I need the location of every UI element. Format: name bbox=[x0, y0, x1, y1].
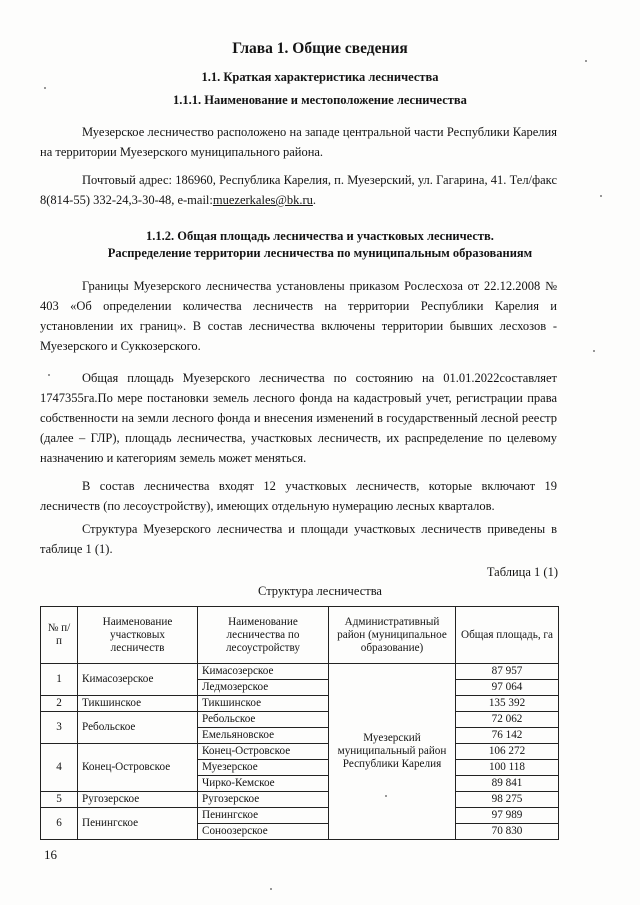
cell-num: 5 bbox=[41, 792, 78, 808]
cell-forestry-name: Конец-Островское bbox=[198, 744, 329, 760]
table-header-row bbox=[41, 607, 559, 664]
cell-area: 89 841 bbox=[456, 776, 559, 792]
subsection2-title-line2: Распределение территории лесничества по муниципальным образованиям bbox=[107, 246, 533, 260]
cell-district-name: Пенингское bbox=[78, 808, 198, 840]
cell-area: 87 957 bbox=[456, 664, 559, 680]
cell-forestry-name: Емельяновское bbox=[198, 728, 329, 744]
cell-area: 135 392 bbox=[456, 696, 559, 712]
cell-area: 106 272 bbox=[456, 744, 559, 760]
cell-forestry-name: Ледмозерское bbox=[198, 680, 329, 696]
paragraph-address bbox=[40, 170, 557, 210]
cell-area: 76 142 bbox=[456, 728, 559, 744]
cell-forestry-name: Ребольское bbox=[198, 712, 329, 728]
cell-district-name: Тикшинское bbox=[78, 696, 198, 712]
cell-district-name: Ругозерское bbox=[78, 792, 198, 808]
cell-num: 4 bbox=[41, 744, 78, 792]
paragraph-structure: Структура Муезерского лесничества и площади участковых лесничеств приведены в таблице 1 (1). bbox=[40, 522, 557, 556]
scan-speck bbox=[585, 60, 587, 62]
scan-speck bbox=[600, 195, 602, 197]
paragraph-borders: Границы Муезерского лесничества установлены приказом Рослесхоза от 22.12.2008 № 403 «Об определении количества лесничеств на территории Республики Карелия и установлении их границ». В состав лесничества включены территории бывших лесхозов - Муезерского и Суккозерского. bbox=[40, 279, 557, 353]
cell-forestry-name: Соноозерское bbox=[198, 824, 329, 840]
header-district: Наименование участковых лесничеств bbox=[78, 607, 198, 664]
cell-area: 70 830 bbox=[456, 824, 559, 840]
address-end: . bbox=[312, 193, 317, 207]
table-row bbox=[41, 664, 559, 680]
cell-num: 1 bbox=[41, 664, 78, 696]
table-label: Таблица 1 (1) bbox=[486, 565, 558, 579]
cell-num: 3 bbox=[41, 712, 78, 744]
header-num: № п/п bbox=[41, 607, 78, 664]
cell-num: 2 bbox=[41, 696, 78, 712]
cell-admin-district: Муезерский муниципальный район Республики Карелия bbox=[329, 664, 456, 840]
paragraph-location: Муезерское лесничество расположено на западе центральной части Республики Карелия на территории Муезерского муниципального района. bbox=[40, 125, 557, 159]
chapter-title: Глава 1. Общие сведения bbox=[232, 40, 408, 57]
table-row bbox=[41, 712, 559, 728]
paragraph-composition: В состав лесничества входят 12 участковых лесничеств, которые включают 19 лесничеств (по лесоустройству), имеющих отдельную нумерацию лесных кварталов. bbox=[40, 479, 557, 513]
paragraph-area: Общая площадь Муезерского лесничества по состоянию на 01.01.2022составляет 1747355га.По мере постановки земель лесного фонда на кадастровый учет, регистрации права собственности на земли лесного фонда и внесения изменений в государственный лесной реестр (далее – ГЛР), площадь лесничества, участковых лесничеств, их распределение по целевому назначению и категориям земель может меняться. bbox=[40, 371, 557, 465]
header-forestry: Наименование лесничества по лесоустройству bbox=[198, 607, 329, 664]
cell-forestry-name: Кимасозерское bbox=[198, 664, 329, 680]
cell-forestry-name: Чирко-Кемское bbox=[198, 776, 329, 792]
cell-area: 100 118 bbox=[456, 760, 559, 776]
cell-area: 98 275 bbox=[456, 792, 559, 808]
table-row bbox=[41, 808, 559, 824]
address-text: Почтовый адрес: 186960, Республика Карелия, п. Муезерский, ул. Гагарина, 41. Тел/факс 8(814-55) 332-24,3-30-48, e-mail: bbox=[40, 173, 557, 207]
subsection-title: 1.1.1. Наименование и местоположение лесничества bbox=[173, 93, 467, 107]
cell-area: 97 989 bbox=[456, 808, 559, 824]
email-link[interactable]: muezerkales@bk.ru bbox=[212, 193, 313, 207]
cell-area: 72 062 bbox=[456, 712, 559, 728]
subsection2-title-line1: 1.1.2. Общая площадь лесничества и участковых лесничеств. bbox=[146, 229, 494, 243]
table-row bbox=[41, 696, 559, 712]
section-title: 1.1. Краткая характеристика лесничества bbox=[201, 70, 439, 84]
header-area: Общая площадь, га bbox=[456, 607, 559, 664]
cell-forestry-name: Пенингское bbox=[198, 808, 329, 824]
forestry-structure-table bbox=[40, 606, 559, 840]
cell-forestry-name: Ругозерское bbox=[198, 792, 329, 808]
cell-forestry-name: Тикшинское bbox=[198, 696, 329, 712]
cell-district-name: Ребольское bbox=[78, 712, 198, 744]
table-caption: Структура лесничества bbox=[258, 584, 382, 598]
cell-area: 97 064 bbox=[456, 680, 559, 696]
cell-num: 6 bbox=[41, 808, 78, 840]
cell-district-name: Конец-Островское bbox=[78, 744, 198, 792]
header-admin: Административный район (муниципальное образование) bbox=[329, 607, 456, 664]
scan-speck bbox=[48, 374, 50, 376]
scan-speck bbox=[270, 888, 272, 890]
scan-speck bbox=[385, 795, 387, 797]
table-row bbox=[41, 792, 559, 808]
table-body bbox=[41, 664, 559, 840]
cell-district-name: Кимасозерское bbox=[78, 664, 198, 696]
cell-forestry-name: Муезерское bbox=[198, 760, 329, 776]
scan-speck bbox=[44, 87, 46, 89]
page-number: 16 bbox=[44, 847, 57, 862]
scan-speck bbox=[593, 350, 595, 352]
table-row bbox=[41, 744, 559, 760]
